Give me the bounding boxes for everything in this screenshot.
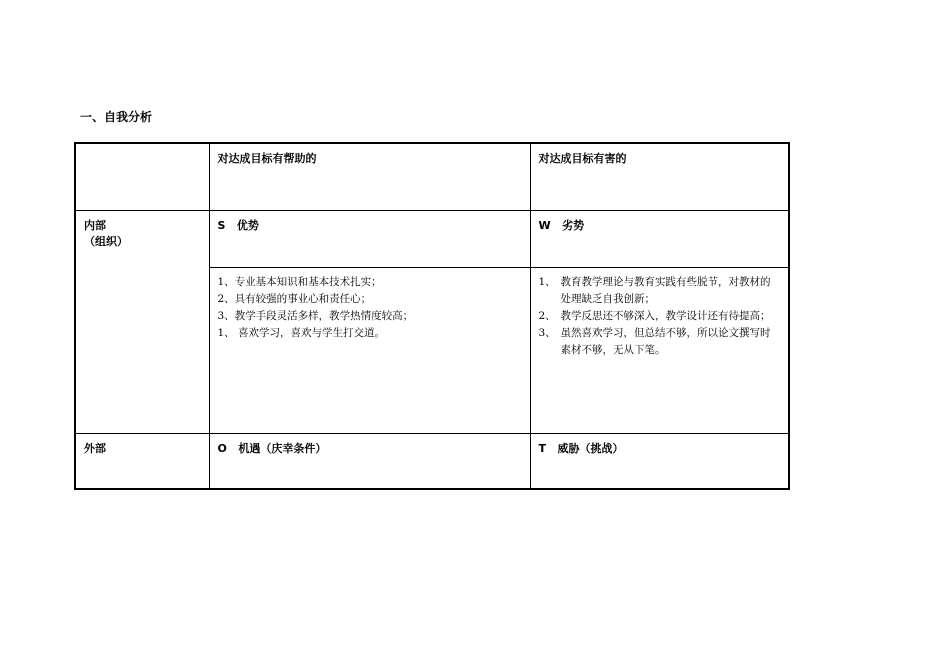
weakness-number: 3、: [538, 326, 556, 339]
threats-title: T 威胁（挑战）: [530, 433, 789, 489]
weakness-item: [539, 308, 781, 325]
strength-item: 1、专业基本知识和基本技术扎实；: [217, 275, 382, 288]
weaknesses-title: W 劣势: [530, 210, 789, 267]
internal-label: 内部: [84, 218, 106, 232]
helpful-header: 对达成目标有帮助的: [209, 143, 530, 210]
weakness-number: 2、: [538, 309, 556, 322]
section-heading: 一、自我分析: [80, 110, 153, 124]
weaknesses-list: [530, 267, 789, 433]
internal-title-row: [75, 210, 789, 267]
harmful-header: 对达成目标有害的: [530, 143, 789, 210]
external-row: [75, 433, 789, 489]
weakness-number: 1、: [538, 275, 556, 288]
weakness-text: 教育教学理论与教育实践有些脱节，对教材的处理缺乏自我创新；: [560, 275, 771, 305]
corner-cell: [75, 143, 209, 210]
strength-item: 2、具有较强的事业心和责任心；: [217, 292, 372, 305]
swot-table: [74, 142, 790, 490]
header-row: [75, 143, 789, 210]
opportunities-title: O 机遇（庆幸条件）: [209, 433, 530, 489]
weakness-text: 虽然喜欢学习，但总结不够，所以论文撰写时素材不够，无从下笔。: [560, 326, 771, 356]
strength-item: 1、 喜欢学习，喜欢与学生打交道。: [217, 326, 386, 339]
weakness-item: [539, 274, 781, 308]
strengths-title: S 优势: [209, 210, 530, 267]
internal-label-cell: [75, 210, 209, 433]
strengths-list: [209, 267, 530, 433]
internal-sublabel: （组织）: [84, 234, 128, 248]
strength-item: 3、教学手段灵活多样，教学热情度较高；: [217, 309, 414, 322]
weakness-text: 教学反思还不够深入，教学设计还有待提高；: [560, 309, 771, 322]
weakness-item: [539, 325, 781, 359]
external-label: 外部: [75, 433, 209, 489]
